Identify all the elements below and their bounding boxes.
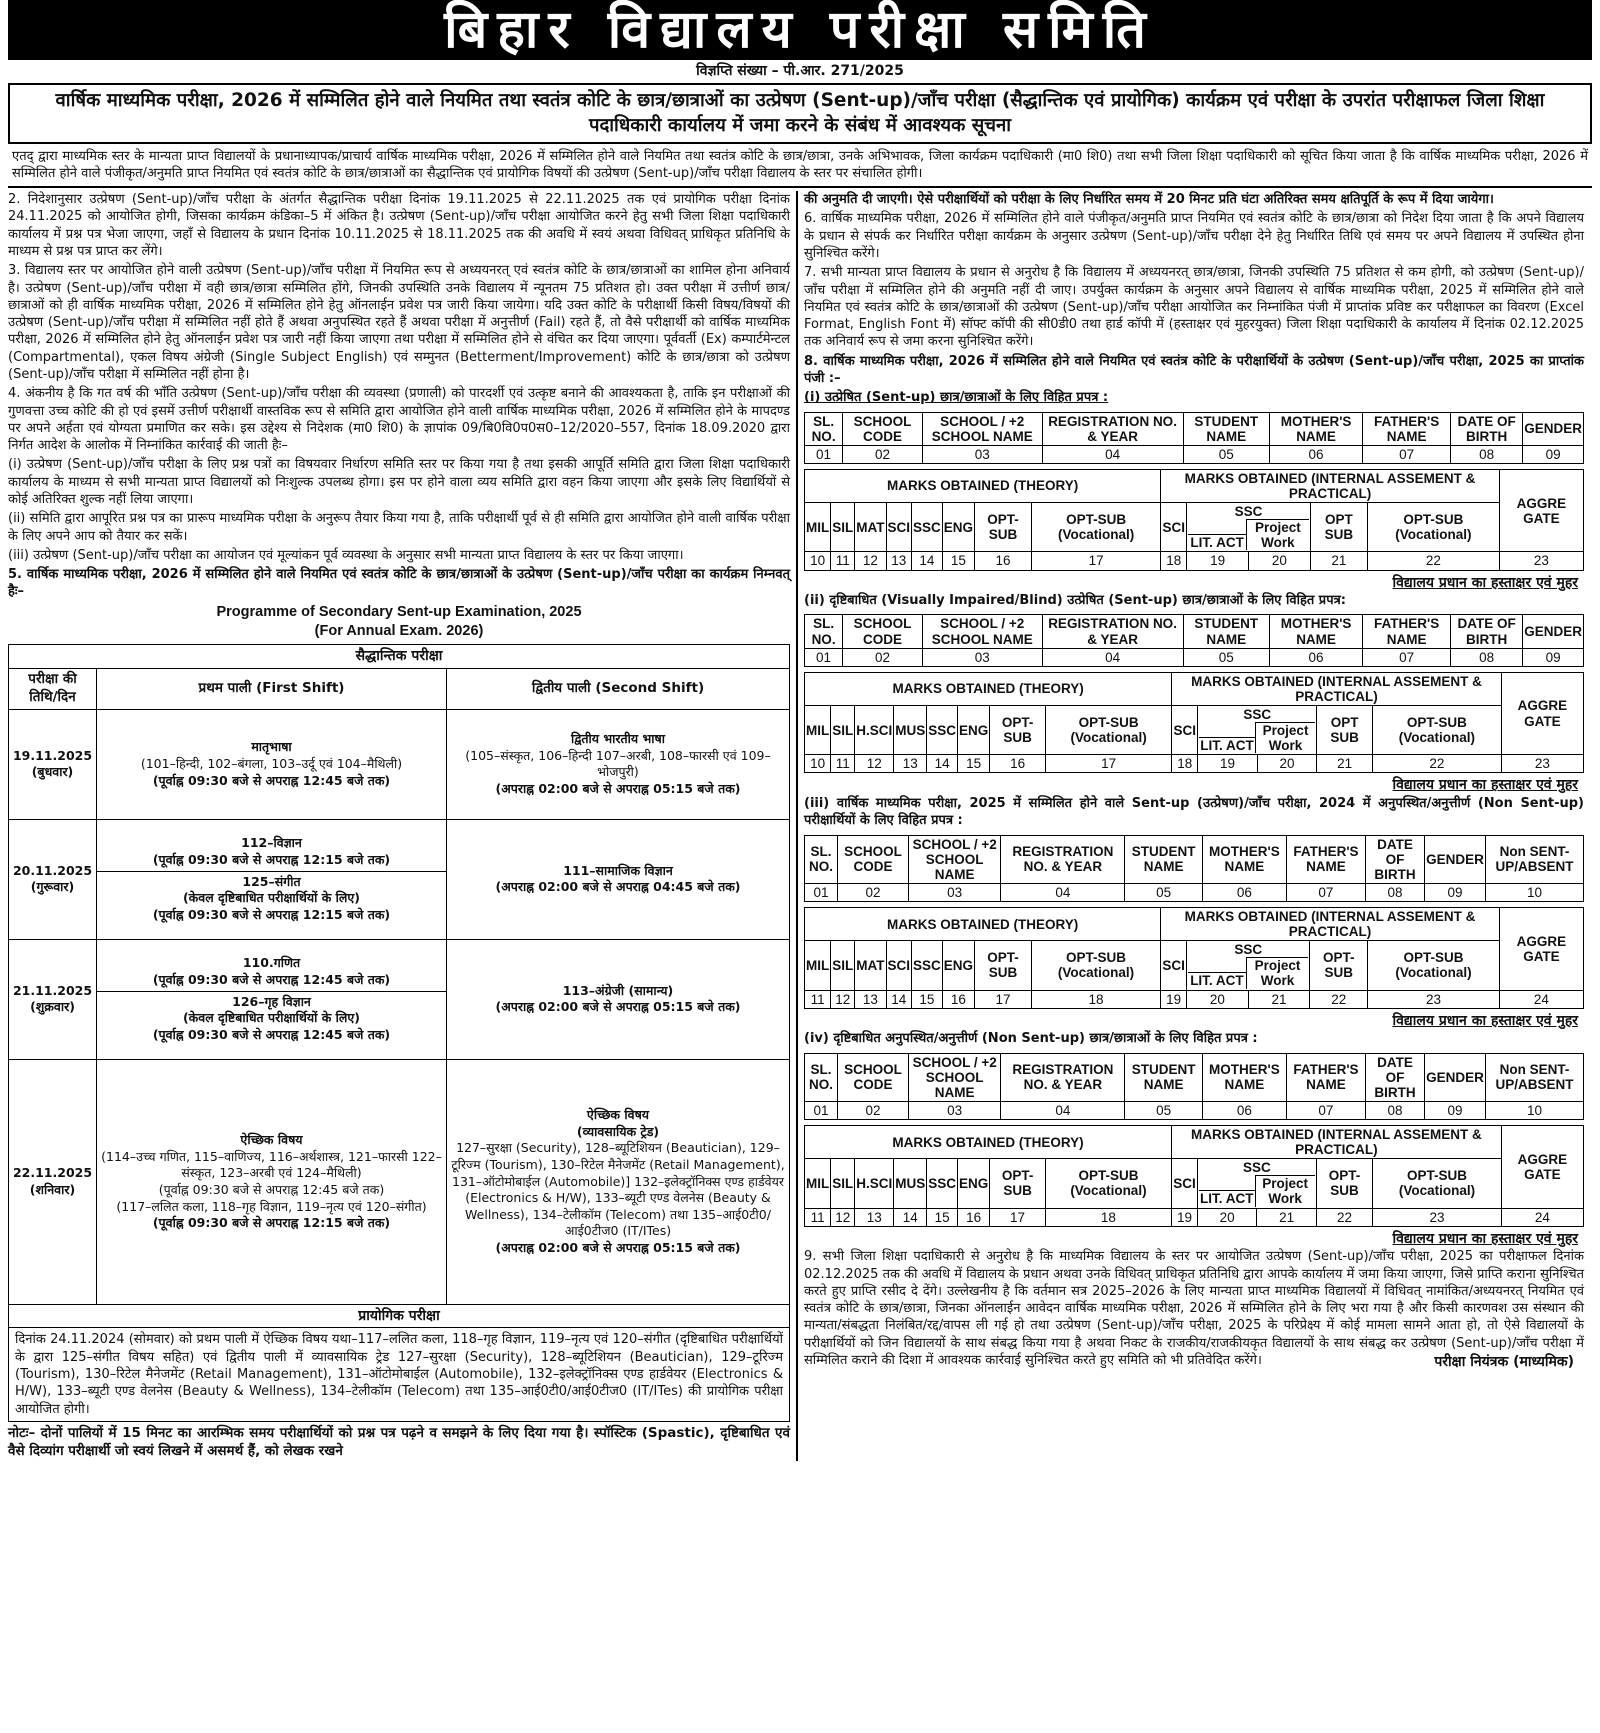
row-date: 21.11.2025 <box>12 982 93 998</box>
column-number: 14 <box>886 990 912 1008</box>
hdr-school-name: SCHOOL / +2 SCHOOL NAME <box>922 615 1042 648</box>
hdr-ssc-label: SSC <box>1234 504 1263 520</box>
first-shift-time: (पूर्वाह्न 09:30 बजे से अपराह्न 12:45 बजे तक) <box>152 772 391 788</box>
hdr-ssc: SSC <box>912 941 943 990</box>
column-number: 10 <box>1485 883 1583 901</box>
hdr-mil: MIL <box>805 503 831 552</box>
column-number: 05 <box>1125 883 1202 901</box>
row-date: 22.11.2025 <box>12 1165 93 1181</box>
hdr-opt-sub: OPT-SUB <box>975 503 1032 552</box>
hdr-int-opt-voc: OPT-SUB (Vocational) <box>1373 1159 1502 1208</box>
hdr-sl: SL. NO. <box>805 835 838 883</box>
column-number: 20 <box>1257 755 1317 773</box>
column-number: 05 <box>1183 648 1269 666</box>
column-number: 16 <box>942 990 974 1008</box>
form-iv-marks-table <box>804 1125 1584 1227</box>
column-number: 16 <box>975 552 1032 570</box>
right-column <box>798 191 1584 1461</box>
column-number: 07 <box>1363 445 1451 463</box>
column-number: 10 <box>1485 1101 1583 1119</box>
principal-signature: विद्यालय प्रधान का हस्ताक्षर एवं मुहर <box>1392 777 1578 794</box>
column-number: 19 <box>1161 990 1187 1008</box>
column-number: 01 <box>805 445 843 463</box>
column-number: 23 <box>1499 552 1583 570</box>
hdr-dob: DATE OF BIRTH <box>1365 1053 1424 1101</box>
hdr-mus: MUS <box>894 1159 927 1208</box>
column-number: 02 <box>843 445 923 463</box>
column-number: 22 <box>1316 1208 1372 1226</box>
hdr-ssc: SSC <box>927 706 958 755</box>
column-number: 03 <box>922 648 1042 666</box>
hdr-gender: GENDER <box>1425 1053 1486 1101</box>
first-shift-codes: (117–ललित कला, 118–गृह विज्ञान, 119–नृत्य एवं 120–संगीत) <box>116 1198 427 1214</box>
hdr-mil: MIL <box>805 706 831 755</box>
column-number: 24 <box>1499 990 1583 1008</box>
form-iv-title: (iv) दृष्टिबाधित अनुपस्थित/अनुत्तीर्ण (Non Sent-up) छात्र/छात्राओं के लिए विहित प्रपत्र : <box>804 1031 1258 1047</box>
column-number: 13 <box>894 755 927 773</box>
first-shift-time: (पूर्वाह्न 09:30 बजे से अपराह्न 12:15 बजे तक) <box>152 906 391 922</box>
column-number: 08 <box>1365 1101 1424 1119</box>
row-day: (गुरूवार) <box>30 879 75 895</box>
hdr-eng: ENG <box>958 1159 990 1208</box>
table-row <box>805 883 1584 901</box>
column-number: 18 <box>1045 1208 1171 1226</box>
column-number: 03 <box>908 1101 1000 1119</box>
form-iii-info-table <box>804 835 1584 902</box>
hdr-gender: GENDER <box>1523 412 1584 445</box>
second-shift-time: (अपराह्न 02:00 बजे से अपराह्न 05:15 बजे तक) <box>495 781 741 796</box>
second-shift-subject: 113–अंग्रेजी (सामान्य) <box>562 982 674 998</box>
table-row <box>9 1059 790 1304</box>
form-iii-marks-table <box>804 907 1584 1009</box>
column-number: 21 <box>1317 755 1373 773</box>
second-shift-time: (अपराह्न 02:00 बजे से अपराह्न 05:15 बजे तक) <box>495 999 741 1015</box>
form-iv-info-table <box>804 1053 1584 1120</box>
column-number: 22 <box>1310 990 1368 1008</box>
hdr-int-opt: OPT SUB <box>1310 503 1367 552</box>
note-text: नोटः– दोनों पालियों में 15 मिनट का आरम्भिक समय परीक्षार्थियों को प्रश्न पत्र पढ़ने व समझने के लिए दिया गया है। स्पॉस्टिक (Spastic), दृष्टिबाधित एवं वैसे दिव्यांग परीक्षार्थी जो स्वयं लिखने में असमर्थ हैं, को लेखक रखने <box>8 1424 790 1459</box>
hdr-sil: SIL <box>831 941 855 990</box>
hdr-int-opt: OPT-SUB <box>1316 1159 1372 1208</box>
hdr-eng: ENG <box>942 503 974 552</box>
hdr-mat: MAT <box>855 503 886 552</box>
hdr-sl: SL. NO. <box>805 1053 838 1101</box>
column-number: 06 <box>1202 883 1286 901</box>
column-number: 16 <box>990 755 1046 773</box>
hdr-int-opt-voc: OPT-SUB (Vocational) <box>1368 941 1500 990</box>
para-2: 2. निदेशानुसार उत्प्रेषण (Sent-up)/जाँच परीक्षा के अंतर्गत सैद्धान्तिक परीक्षा दिनांक 19.11.2025 से 22.11.2025 तक एवं प्रायोगिक परीक्षा दिनांक 24.11.2025 को आयोजित होगी, जिसका कार्यक्रम कंडिका–5 में अंकित है। उत्प्रेषण (Sent-up)/जाँच परीक्षा आयोजित करने हेतु सभी जिला शिक्षा पदाधिकारी कार्यालय में प्रश्न पत्र भेजा जाएगा, जहाँ से विद्यालय के प्रधान दिनांक 10.11.2025 से 18.11.2025 तक की अवधि में स्वयं अथवा विधिवत् प्राधिकृत प्रतिनिधि के माध्यम से प्रश्न पत्र प्राप्त कर लेंगे। <box>8 192 790 260</box>
column-number: 14 <box>912 552 943 570</box>
column-number: 04 <box>1042 445 1183 463</box>
row-day: (शनिवार) <box>29 1181 76 1197</box>
column-number: 18 <box>1161 552 1187 570</box>
column-number: 19 <box>1172 1208 1198 1226</box>
column-number: 02 <box>838 883 909 901</box>
hdr-int-sci: SCI <box>1172 1159 1198 1208</box>
note-continuation: की अनुमति दी जाएगी। ऐसे परीक्षार्थियों को परीक्षा के लिए निर्धारित समय में 20 मिनट प्रति घंटा अतिरिक्त समय क्षतिपूर्ति के रूप में दिया जायेगा। <box>804 192 1494 208</box>
para-4-iii: (iii) उत्प्रेषण (Sent-up)/जाँच परीक्षा का आयोजन एवं मूल्यांकन पूर्व व्यवस्था के अनुसार सभी मान्यता प्राप्त विद्यालय के स्तर पर किया जाएगा। <box>8 547 684 563</box>
first-shift-time: (पूर्वाह्न 09:30 बजे से अपराह्न 12:45 बजे तक) <box>152 1026 391 1042</box>
hdr-student: STUDENT NAME <box>1125 1053 1202 1101</box>
hdr-dob: DATE OF BIRTH <box>1451 615 1523 648</box>
hdr-dob: DATE OF BIRTH <box>1365 835 1424 883</box>
hdr-internal: MARKS OBTAINED (INTERNAL ASSEMENT & PRACTICAL) <box>1172 672 1501 705</box>
hdr-school-code: SCHOOL CODE <box>838 835 909 883</box>
form-ii-info-table <box>804 614 1584 666</box>
hdr-theory: MARKS OBTAINED (THEORY) <box>805 469 1161 502</box>
column-number: 09 <box>1523 648 1584 666</box>
column-number: 16 <box>958 1208 990 1226</box>
hdr-eng: ENG <box>958 706 990 755</box>
hdr-sl: SL. NO. <box>805 615 843 648</box>
hdr-opt-voc: OPT-SUB (Vocational) <box>1045 706 1171 755</box>
col-date-header: परीक्षा की तिथि/दिन <box>9 668 97 709</box>
hdr-school-name: SCHOOL / +2 SCHOOL NAME <box>908 835 1000 883</box>
column-number: 20 <box>1187 990 1249 1008</box>
hdr-hsci: H.SCI <box>855 706 894 755</box>
hdr-gender: GENDER <box>1425 835 1486 883</box>
second-shift-codes: 127–सुरक्षा (Security), 128–ब्यूटिशियन (Beautician), 129–टूरिज्म (Tourism), 130–रिटेल मैनेजमेंट (Retail Management), 131–ऑटोमोबाईल (Automobile)] 132–इलेक्ट्रॉनिक्स एण्ड हार्डवेयर (Electronics & H/W), 133–ब्यूटी एण्ड वेलनेस (Beauty & Wellness), 134–टेलीकॉम (Telecom) तथा 135–आई0टी0/आई0टीज0 (IT/ITes) <box>451 1140 785 1239</box>
hdr-aggregate: AGGRE GATE <box>1499 908 1583 991</box>
column-number: 06 <box>1269 648 1362 666</box>
first-shift-codes: (114–उच्च गणित, 115–वाणिज्य, 116–अर्थशास्त्र, 121–फारसी 122–संस्कृत, 123–अरबी एवं 124–मैथिली) <box>101 1148 442 1181</box>
column-number: 14 <box>927 755 958 773</box>
hdr-internal: MARKS OBTAINED (INTERNAL ASSEMENT & PRACTICAL) <box>1172 1126 1502 1159</box>
notice-headline: वार्षिक माध्यमिक परीक्षा, 2026 में सम्मिलित होने वाले नियमित तथा स्वतंत्र कोटि के छात्र/छात्राओं का उत्प्रेषण (Sent-up)/जाँच परीक्षा (सैद्धान्तिक एवं प्रायोगिक) कार्यक्रम एवं परीक्षा के उपरांत परीक्षाफल जिला शिक्षा पदाधिकारी कार्यालय में जमा करने के संबंध में आवश्यक सूचना <box>8 83 1592 144</box>
hdr-ssc-label: SSC <box>1243 707 1272 722</box>
column-number: 24 <box>1501 1208 1583 1226</box>
column-number: 04 <box>1001 1101 1125 1119</box>
hdr-school-name: SCHOOL / +2 SCHOOL NAME <box>908 1053 1000 1101</box>
column-number: 12 <box>855 755 894 773</box>
exam-programme-table <box>8 644 790 1328</box>
form-i-info-table <box>804 412 1584 464</box>
practical-section-heading: प्रायोगिक परीक्षा <box>9 1304 790 1328</box>
row-day: (बुधवार) <box>31 764 74 780</box>
column-number: 15 <box>912 990 943 1008</box>
column-number: 12 <box>831 990 855 1008</box>
board-name-banner: बिहार विद्यालय परीक्षा समिति <box>8 0 1592 60</box>
hdr-student: STUDENT NAME <box>1183 615 1269 648</box>
hdr-father: FATHER'S NAME <box>1287 1053 1366 1101</box>
column-number: 09 <box>1523 445 1584 463</box>
hdr-school-name: SCHOOL / +2 SCHOOL NAME <box>922 412 1042 445</box>
hdr-ssc-label: SSC <box>1242 1160 1271 1176</box>
hdr-mil: MIL <box>805 1159 831 1208</box>
hdr-father: FATHER'S NAME <box>1287 835 1366 883</box>
hdr-mat: MAT <box>855 941 886 990</box>
column-number: 08 <box>1365 883 1424 901</box>
column-number: 15 <box>927 1208 958 1226</box>
column-number: 05 <box>1183 445 1269 463</box>
column-number: 07 <box>1363 648 1451 666</box>
para-4-ii: (ii) समिति द्वारा आपूरित प्रश्न पत्र का प्रारूप माध्यमिक परीक्षा के अनुरूप तैयार किया गया है, ताकि परीक्षार्थी पूर्व से ही समिति द्वारा आयोजित होने वाली वार्षिक परीक्षा के लिए अपने आप को तैयार कर सकें। <box>8 511 790 544</box>
column-number: 20 <box>1248 552 1310 570</box>
first-shift-subject: 126–गृह विज्ञान <box>232 993 311 1009</box>
row-date: 19.11.2025 <box>12 747 93 763</box>
first-shift-time: (पूर्वाह्न 09:30 बजे से अपराह्न 12:45 बजे तक) <box>158 1181 385 1197</box>
hdr-non-sentup: Non SENT-UP/ABSENT <box>1485 1053 1583 1101</box>
hdr-int-ssc <box>1187 503 1310 552</box>
hdr-opt-sub: OPT-SUB <box>975 941 1032 990</box>
principal-signature: विद्यालय प्रधान का हस्ताक्षर एवं मुहर <box>1392 1012 1578 1029</box>
hdr-father: FATHER'S NAME <box>1363 412 1451 445</box>
column-number: 11 <box>831 552 855 570</box>
hdr-aggregate: AGGRE GATE <box>1501 1126 1583 1209</box>
hdr-lit-act: LIT. ACT <box>1200 1191 1254 1207</box>
hdr-int-ssc <box>1187 941 1310 990</box>
table-row <box>805 445 1584 463</box>
second-shift-subject: 111–सामाजिक विज्ञान <box>563 862 673 878</box>
para-8: 8. वार्षिक माध्यमिक परीक्षा, 2026 में सम्मिलित होने वाले नियमित एवं स्वतंत्र कोटि के परीक्षार्थियों के उत्प्रेषण (Sent-up)/जाँच परीक्षा, 2025 का प्राप्तांक पंजी :– <box>804 353 1584 387</box>
column-number: 17 <box>1031 552 1160 570</box>
hdr-opt-voc: OPT-SUB (Vocational) <box>1031 503 1160 552</box>
column-number: 13 <box>886 552 912 570</box>
para-6: 6. वार्षिक माध्यमिक परीक्षा, 2026 में सम्मिलित होने वाले पंजीकृत/अनुमति प्राप्त नियमित एवं स्वतंत्र कोटि के छात्र/छात्रा को निदेश दिया जाता है कि अपने विद्यालय के प्रधान से संपर्क कर निर्धारित परीक्षा कार्यक्रम के अनुसार उत्प्रेषण (Sent-up)/जाँच परीक्षा देने हेतु निर्धारित तिथि एवं समय पर अपने विद्यालय में उपस्थित होना सुनिश्चित करेंगे। <box>804 211 1584 262</box>
hdr-mus: MUS <box>894 706 927 755</box>
hdr-internal: MARKS OBTAINED (INTERNAL ASSEMENT & PRACTICAL) <box>1161 469 1499 502</box>
second-shift-time: (अपराह्न 02:00 बजे से अपराह्न 05:15 बजे तक) <box>495 1240 741 1256</box>
para-3: 3. विद्यालय स्तर पर आयोजित होने वाली उत्प्रेषण (Sent-up)/जाँच परीक्षा में नियमित रूप से अध्ययनरत् एवं स्वतंत्र कोटि के छात्र/छात्राओं का शामिल होना अनिवार्य है। उत्प्रेषण (Sent-up)/जाँच परीक्षा में वही छात्र/छात्रा सम्मिलित होंगे, जिनकी उपस्थिति उनके विद्यालय में न्यूनतम 75 प्रतिशत हो। उक्त परीक्षा में उत्तीर्ण छात्र/छात्राओं को ही वार्षिक माध्यमिक परीक्षा, 2026 में सम्मिलित होने हेतु ऑनलाईन प्रवेश पत्र जारी किया जायेगा। यदि उक्त कोटि के परीक्षार्थी किसी विषय/विषयों की उत्प्रेषण (Sent-up)/जाँच परीक्षा में सम्मिलित नहीं होते हैं अथवा अनुपस्थित रहते हैं अथवा परीक्षा में अनुत्तीर्ण (Fail) रहते हैं, तो वैसे परीक्षार्थी को वार्षिक माध्यमिक परीक्षा, 2026 में सम्मिलित होने हेतु ऑनलाईन प्रवेश पत्र जारी नहीं किया जाएगा तथा परीक्षा में सम्मिलित होने से वंचित कर दिया जाएगा। पूर्ववर्ती (Ex) कम्पार्टमेन्टल (Compartmental), एकल विषय अंग्रेजी (Single Subject English) एवं सम्मुनत (Betterment/Improvement) कोटि के छात्र/छात्रा को उत्प्रेषण (Sent-up)/जाँच परीक्षा में सम्मिलित नहीं होना है। <box>8 263 790 383</box>
column-number: 17 <box>975 990 1032 1008</box>
form-ii-marks-table <box>804 672 1584 774</box>
column-number: 17 <box>990 1208 1046 1226</box>
hdr-project: Project Work <box>1255 1175 1315 1206</box>
first-shift-note: (केवल दृष्टिबाधित परीक्षार्थियों के लिए) <box>182 1010 361 1026</box>
first-shift-time: (पूर्वाह्न 09:30 बजे से अपराह्न 12:15 बजे तक) <box>97 852 446 872</box>
hdr-student: STUDENT NAME <box>1125 835 1202 883</box>
hdr-lit-act: LIT. ACT <box>1188 972 1246 988</box>
column-number: 04 <box>1042 648 1183 666</box>
column-number: 07 <box>1287 1101 1366 1119</box>
column-number: 14 <box>894 1208 927 1226</box>
column-number: 07 <box>1287 883 1366 901</box>
column-number: 15 <box>958 755 990 773</box>
hdr-int-opt: OPT-SUB <box>1310 941 1368 990</box>
hdr-eng: ENG <box>942 941 974 990</box>
para-7: 7. सभी मान्यता प्राप्त विद्यालय के प्रधान से अनुरोध है कि विद्यालय में अध्ययनरत् छात्र/छात्रा, जिनकी उपस्थिति 75 प्रतिशत से कम होगी, को उत्प्रेषण (Sent-up)/जाँच परीक्षा में सम्मिलित होने की अनुमति नहीं दी जाए। उपर्युक्त कार्यक्रम के अनुसार अपने विद्यालय से वार्षिक माध्यमिक परीक्षा, 2025 में सम्मिलित होने वाले नियमित एवं स्वतंत्र कोटि के छात्र/छात्राओं की उत्प्रेषण (Sent-up)/जाँच परीक्षा आयोजित कर निम्नांकित पंजी में प्राप्तांक प्रविष्ट कर परीक्षाफल का विवरण (Excel Format, English Font में) सॉफ्ट कॉपी की सी0डी0 तथा हार्ड कॉपी में (हस्ताक्षर एवं मुहरयुक्त) जिला शिक्षा पदाधिकारी के कार्यालय में दिनांक 02.12.2025 तक अनिवार्य रूप से जमा करना सुनिश्चित करेंगे। <box>804 265 1584 350</box>
form-iii-title: (iii) वार्षिक माध्यमिक परीक्षा, 2025 में सम्मिलित होने वाले Sent-up (उत्प्रेषण)/जाँच परीक्षा, 2024 में अनुपस्थित/अनुत्तीर्ण (Non Sent-up) परीक्षार्थियों के लिए विहित प्रपत्र : <box>804 796 1584 829</box>
hdr-opt-voc: OPT-SUB (Vocational) <box>1045 1159 1171 1208</box>
theory-section-heading: सैद्धान्तिक परीक्षा <box>9 645 790 669</box>
intro-paragraph: एतद् द्वारा माध्यमिक स्तर के मान्यता प्राप्त विद्यालयों के प्रधानाध्यापक/प्राचार्य वार्षिक माध्यमिक परीक्षा, 2026 में सम्मिलित होने वाले नियमित तथा स्वतंत्र कोटि के छात्र/छात्रा, उनके अभिभावक, जिला कार्यक्रम पदाधिकारी (मा0 शि0) तथा सभी जिला शिक्षा पदाधिकारी को सूचित किया जाता है कि वार्षिक माध्यमिक परीक्षा, 2026 में सम्मिलित होने वाले पंजीकृत/अनुमति प्राप्त नियमित एवं स्वतंत्र कोटि के छात्र/छात्राओं का सैद्धान्तिक एवं प्रायोगिक विषयों की उत्प्रेषण (Sent-up)/जाँच परीक्षा विद्यालय के स्तर पर संचालित होगी। <box>8 148 1592 189</box>
column-number: 01 <box>805 648 843 666</box>
hdr-registration: REGISTRATION NO. & YEAR <box>1042 615 1183 648</box>
hdr-lit-act: LIT. ACT <box>1200 738 1254 754</box>
hdr-dob: DATE OF BIRTH <box>1451 412 1523 445</box>
hdr-school-code: SCHOOL CODE <box>843 615 923 648</box>
hdr-int-sci: SCI <box>1161 503 1187 552</box>
column-number: 05 <box>1125 1101 1202 1119</box>
second-shift-subject: ऐच्छिक विषय <box>586 1107 650 1123</box>
hdr-int-ssc <box>1197 1159 1316 1208</box>
exam-controller-signature: परीक्षा नियंत्रक (माध्यमिक) <box>1434 1354 1574 1371</box>
hdr-father: FATHER'S NAME <box>1363 615 1451 648</box>
hdr-opt-voc: OPT-SUB (Vocational) <box>1031 941 1160 990</box>
first-shift-subject: मातृभाषा <box>251 739 292 755</box>
para-4-i: (i) उत्प्रेषण (Sent-up)/जाँच परीक्षा के लिए प्रश्न पत्रों का विषयवार निर्धारण समिति स्तर पर किया गया है तथा इसकी आपूर्ति समिति द्वारा जिला शिक्षा पदाधिकारी कार्यालय के माध्यम से सभी मान्यता प्राप्त विद्यालयों को निःशुल्क उपलब्ध होगा। इस पर होने वाला व्यय समिति द्वारा वहन किया जाएगा और इसके लिए विद्यार्थियों से कोई अतिरिक्त शुल्क नहीं लिया जाएगा। <box>8 457 790 507</box>
column-number: 04 <box>1001 883 1125 901</box>
programme-title: Programme of Secondary Sent-up Examination, 2025 <box>216 603 582 620</box>
left-column <box>8 191 798 1461</box>
column-number: 11 <box>805 990 831 1008</box>
hdr-mother: MOTHER'S NAME <box>1202 1053 1286 1101</box>
column-number: 11 <box>805 1208 831 1226</box>
column-number: 21 <box>1257 1208 1316 1226</box>
column-number: 02 <box>843 648 923 666</box>
programme-subtitle: (For Annual Exam. 2026) <box>314 622 484 639</box>
column-number: 18 <box>1172 755 1198 773</box>
hdr-int-sci: SCI <box>1161 941 1187 990</box>
hdr-mother: MOTHER'S NAME <box>1269 412 1362 445</box>
column-number: 11 <box>831 755 855 773</box>
column-number: 09 <box>1425 883 1486 901</box>
hdr-project: Project Work <box>1246 957 1309 988</box>
hdr-sil: SIL <box>831 706 855 755</box>
hdr-opt-sub: OPT-SUB <box>990 1159 1046 1208</box>
two-column-body <box>8 191 1592 1461</box>
hdr-sil: SIL <box>831 503 855 552</box>
column-number: 20 <box>1197 1208 1256 1226</box>
hdr-registration: REGISTRATION NO. & YEAR <box>1001 835 1125 883</box>
hdr-int-opt-voc: OPT-SUB (Vocational) <box>1368 503 1500 552</box>
column-number: 13 <box>855 1208 894 1226</box>
column-number: 23 <box>1368 990 1500 1008</box>
hdr-theory: MARKS OBTAINED (THEORY) <box>805 672 1172 705</box>
column-number: 21 <box>1248 990 1310 1008</box>
hdr-internal: MARKS OBTAINED (INTERNAL ASSEMENT & PRACTICAL) <box>1161 908 1500 941</box>
column-number: 12 <box>831 1208 855 1226</box>
second-shift-trade: (व्यावसायिक ट्रेड) <box>576 1123 660 1139</box>
hdr-mother: MOTHER'S NAME <box>1202 835 1286 883</box>
hdr-project: Project Work <box>1246 519 1309 550</box>
hdr-gender: GENDER <box>1523 615 1584 648</box>
table-row <box>805 755 1584 773</box>
column-number: 02 <box>838 1101 909 1119</box>
hdr-int-sci: SCI <box>1172 706 1198 755</box>
hdr-project: Project Work <box>1255 722 1315 753</box>
column-number: 01 <box>805 1101 838 1119</box>
hdr-non-sentup: Non SENT-UP/ABSENT <box>1485 835 1583 883</box>
col-first-shift-header: प्रथम पाली (First Shift) <box>97 668 447 709</box>
first-shift-subject: ऐच्छिक विषय <box>240 1132 303 1147</box>
principal-signature: विद्यालय प्रधान का हस्ताक्षर एवं मुहर <box>1392 574 1578 591</box>
hdr-ssc: SSC <box>912 503 943 552</box>
column-number: 17 <box>1045 755 1171 773</box>
col-second-shift-header: द्वितीय पाली (Second Shift) <box>447 668 790 709</box>
form-ii-title: (ii) दृष्टिबाधित (Visually Impaired/Blind) उत्प्रेषित (Sent-up) छात्र/छात्राओं के लिए विहित प्रपत्र: <box>804 593 1346 609</box>
hdr-sl: SL. NO. <box>805 412 843 445</box>
para-5: 5. वार्षिक माध्यमिक परीक्षा, 2026 में सम्मिलित होने वाले नियमित एवं स्वतंत्र कोटि के छात्र/छात्राओं के उत्प्रेषण (Sent-up)/जाँच परीक्षा का कार्यक्रम निम्नवत् हैः– <box>8 567 790 600</box>
first-shift-subject: 125–संगीत <box>242 873 301 889</box>
hdr-int-opt: OPT SUB <box>1317 706 1373 755</box>
hdr-aggregate: AGGRE GATE <box>1499 469 1583 552</box>
column-number: 03 <box>908 883 1000 901</box>
row-date: 20.11.2025 <box>12 862 93 878</box>
column-number: 19 <box>1198 755 1258 773</box>
column-number: 22 <box>1368 552 1500 570</box>
column-number: 10 <box>805 755 831 773</box>
hdr-theory: MARKS OBTAINED (THEORY) <box>805 908 1161 941</box>
column-number: 18 <box>1031 990 1160 1008</box>
column-number: 23 <box>1373 1208 1502 1226</box>
principal-signature: विद्यालय प्रधान का हस्ताक्षर एवं मुहर <box>1392 1230 1578 1247</box>
hdr-school-code: SCHOOL CODE <box>843 412 923 445</box>
first-shift-note: (केवल दृष्टिबाधित परीक्षार्थियों के लिए) <box>182 890 361 906</box>
hdr-sci: SCI <box>886 941 912 990</box>
hdr-ssc-label: SSC <box>1234 942 1263 958</box>
column-number: 19 <box>1187 552 1249 570</box>
notice-number: विज्ञप्ति संख्या – पी.आर. 271/2025 <box>696 63 904 79</box>
hdr-mil: MIL <box>805 941 831 990</box>
column-number: 23 <box>1501 755 1583 773</box>
first-shift-time: (पूर्वाह्न 09:30 बजे से अपराह्न 12:45 बजे तक) <box>97 972 446 992</box>
hdr-hsci: H.SCI <box>855 1159 894 1208</box>
table-row <box>9 939 790 1059</box>
hdr-aggregate: AGGRE GATE <box>1501 672 1583 755</box>
second-shift-time: (अपराह्न 02:00 बजे से अपराह्न 04:45 बजे तक) <box>495 879 741 895</box>
first-shift-codes: (101–हिन्दी, 102–बंगला, 103–उर्दू एवं 104–मैथिली) <box>140 756 403 772</box>
hdr-sci: SCI <box>886 503 912 552</box>
first-shift-subject: 110.गणित <box>242 955 301 971</box>
second-shift-subject: द्वितीय भारतीय भाषा <box>571 731 665 747</box>
table-row <box>805 552 1584 570</box>
form-i-marks-table <box>804 469 1584 571</box>
hdr-student: STUDENT NAME <box>1183 412 1269 445</box>
column-number: 09 <box>1425 1101 1486 1119</box>
column-number: 06 <box>1269 445 1362 463</box>
practical-exam-text: दिनांक 24.11.2024 (सोमवार) को प्रथम पाली में ऐच्छिक विषय यथा–117–ललित कला, 118–गृह विज्ञान, 119–नृत्य एवं 120–संगीत (दृष्टिबाधित परीक्षार्थियों के द्वारा 125–संगीत विषय सहित) एवं द्वितीय पाली में व्यावसायिक ट्रेड 127–सुरक्षा (Security), 128–ब्यूटिशियन (Beautician), 129–टूरिज्म (Tourism), 130–रिटेल मैनेजमेंट (Retail Management), 131–ऑटोमोबाईल (Automobile), 132–इलेक्ट्रॉनिक्स एण्ड हार्डवेयर (Electronics & H/W), 133–ब्यूटी एण्ड वेलनेस (Beauty & Wellness), 134–टेलीकॉम (Telecom) तथा 135–आई0टी0/आई0टीज0 (IT/ITes) की प्रायोगिक परीक्षा आयोजित होगी। <box>8 1328 790 1421</box>
form-i-title: (i) उत्प्रेषित (Sent-up) छात्र/छात्राओं के लिए विहित प्रपत्र : <box>804 390 1109 406</box>
column-number: 06 <box>1202 1101 1286 1119</box>
table-row <box>9 709 790 819</box>
para-9: 9. सभी जिला शिक्षा पदाधिकारी से अनुरोध है कि माध्यमिक विद्यालय के स्तर पर आयोजित उत्प्रेषण (Sent-up)/जाँच परीक्षा, 2025 का परीक्षाफल दिनांक 02.12.2025 तक की अवधि में विद्यालय के प्रधान अथवा उनके विधिवत् प्राधिकृत प्रतिनिधि द्वारा आपके कार्यालय में जमा किया जाएगा, जिसे प्राप्ति कराना सुनिश्चित करते हुए प्राप्ति रसीद दे देंगे। उल्लेखनीय है कि वर्तमान सत्र 2025–2026 के लिए मान्यता प्राप्त माध्यमिक विद्यालयों में विधिवत् नामांकित/अध्ययनरत् नियमित एवं स्वतंत्र कोटि के छात्र/छात्रा, जिनका ऑनलाईन आवेदन वार्षिक माध्यमिक परीक्षा, 2026 में सम्मिलित होने के लिए भरा गया है और किसी कारणवश उस संस्थान की मान्यता/संबद्धता निलंबित/रद्द/वापस ली गई हो तथा उत्प्रेषण (Sent-up)/जाँच परीक्षा, 2025 के परिप्रेक्ष्य में कोई मामला सामने आता हो, तो ऐसे विद्यालयों के परीक्षार्थियों को जिन विद्यालयों के साथ संबद्ध किया गया है अथवा निकट के राजकीय/राजकीयकृत विद्यालयों के साथ संबद्ध कर उत्प्रेषण (Sent-up)/जाँच परीक्षा में सम्मिलित कराने की दिशा में आवश्यक कार्रवाई सुनिश्चित करते हुए समिति को भी प्रतिवेदित करेंगे। <box>804 1249 1584 1368</box>
column-number: 10 <box>805 552 831 570</box>
row-day: (शुक्रवार) <box>30 999 75 1015</box>
first-shift-subject: 112–विज्ञान <box>241 835 302 851</box>
first-shift-time: (पूर्वाह्न 09:30 बजे से अपराह्न 12:15 बजे तक) <box>152 1215 391 1231</box>
para-4: 4. अंकनीय है कि गत वर्ष की भाँति उत्प्रेषण (Sent-up)/जाँच परीक्षा की व्यवस्था (प्रणाली) को पारदर्शी एवं उत्कृष्ट बनाने की आवश्यकता है, ताकि इन परीक्षाओं की गुणवत्ता उच्च कोटि की हो एवं इसमें उत्तीर्ण परीक्षार्थी वास्तविक रूप से समिति द्वारा आयोजित होने वाली वार्षिक माध्यमिक परीक्षा, 2026 में सम्मिलित होने के मापदण्ड पर अपने अर्हता एवं योग्यता प्रमाणित कर सके। इस उद्देश्य से निदेशक (मा0 शि0) के ज्ञापांक 09/बि0वि0प0स0–12/2020–557, दिनांक 18.09.2020 द्वारा निर्गत आदेश के आलोक में निम्नांकित कार्रवाई की जाती हैः– <box>8 386 790 454</box>
table-row <box>805 648 1584 666</box>
hdr-int-opt-voc: OPT-SUB (Vocational) <box>1373 706 1502 755</box>
hdr-lit-act: LIT. ACT <box>1188 534 1246 550</box>
column-number: 08 <box>1451 445 1523 463</box>
table-row <box>805 990 1584 1008</box>
table-row <box>805 1208 1584 1226</box>
table-row <box>9 819 790 939</box>
column-number: 08 <box>1451 648 1523 666</box>
column-number: 03 <box>922 445 1042 463</box>
column-number: 21 <box>1310 552 1367 570</box>
table-row <box>805 1101 1584 1119</box>
hdr-opt-sub: OPT-SUB <box>990 706 1046 755</box>
hdr-school-code: SCHOOL CODE <box>838 1053 909 1101</box>
second-shift-codes: (105–संस्कृत, 106–हिन्दी 107–अरबी, 108–फारसी एवं 109–भोजपुरी) <box>465 747 771 780</box>
hdr-sil: SIL <box>831 1159 855 1208</box>
hdr-registration: REGISTRATION NO. & YEAR <box>1001 1053 1125 1101</box>
column-number: 22 <box>1373 755 1502 773</box>
column-number: 15 <box>942 552 974 570</box>
hdr-registration: REGISTRATION NO. & YEAR <box>1042 412 1183 445</box>
hdr-mother: MOTHER'S NAME <box>1269 615 1362 648</box>
hdr-ssc: SSC <box>927 1159 958 1208</box>
hdr-int-ssc <box>1198 706 1317 755</box>
column-number: 01 <box>805 883 838 901</box>
column-number: 12 <box>855 552 886 570</box>
column-number: 13 <box>855 990 886 1008</box>
hdr-theory: MARKS OBTAINED (THEORY) <box>805 1126 1172 1159</box>
